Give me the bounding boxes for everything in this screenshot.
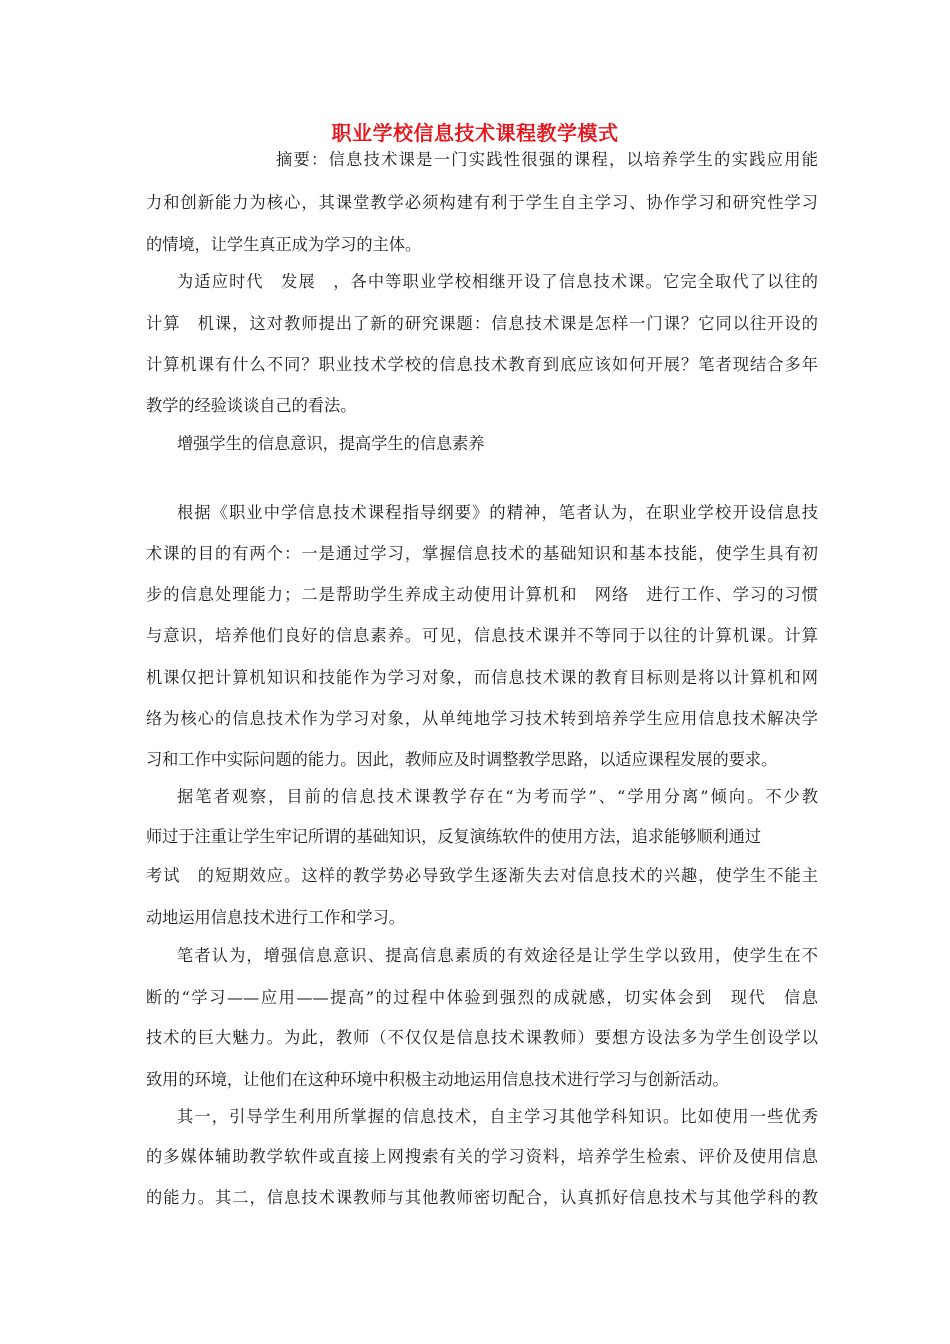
abstract-line: 力和创新能力为核心，其课堂教学必须构建有利于学生自主学习、协作学习和研究性学习	[146, 193, 818, 212]
paragraph-line: 术课的目的有两个：一是通过学习，掌握信息技术的基础知识和基本技能，使学生具有初	[146, 544, 818, 563]
paragraph-line: 步的信息处理能力；二是帮助学生养成主动使用计算机和 网络 进行工作、学习的习惯	[146, 585, 818, 604]
paragraph-line: 考试 的短期效应。这样的教学势必导致学生逐渐失去对信息技术的兴趣，使学生不能主	[146, 866, 818, 885]
paragraph-line: 的多媒体辅助教学软件或直接上网搜索有关的学习资料，培养学生检索、评价及使用信息	[146, 1147, 818, 1166]
paragraph-line: 据笔者观察，目前的信息技术课教学存在“为考而学”、“学用分离”倾向。不少教	[177, 787, 818, 806]
paragraph-line: 的能力。其二，信息技术课教师与其他教师密切配合，认真抓好信息技术与其他学科的教	[146, 1188, 818, 1207]
paragraph-line: 技术的巨大魅力。为此，教师（不仅仅是信息技术课教师）要想方设法多为学生创设学以	[146, 1028, 818, 1047]
paragraph-line: 为适应时代 发展 ，各中等职业学校相继开设了信息技术课。它完全取代了以往的	[177, 272, 818, 291]
paragraph-line: 计算 机课，这对教师提出了新的研究课题：信息技术课是怎样一门课？它同以往开设的	[146, 314, 818, 333]
paragraph-line: 致用的环境，让他们在这种环境中积极主动地运用信息技术进行学习与创新活动。	[146, 1070, 729, 1089]
abstract-line: 的情境，让学生真正成为学习的主体。	[146, 235, 422, 254]
paragraph-line: 根据《职业中学信息技术课程指导纲要》的精神，笔者认为，在职业学校开设信息技	[177, 503, 818, 522]
paragraph-line: 其一，引导学生利用所掌握的信息技术，自主学习其他学科知识。比如使用一些优秀	[177, 1107, 818, 1126]
paragraph-line: 计算机课有什么不同？职业技术学校的信息技术教育到底应该如何开展？笔者现结合多年	[146, 355, 818, 374]
document-title: 职业学校信息技术课程教学模式	[331, 121, 619, 145]
section-heading: 增强学生的信息意识，提高学生的信息素养	[177, 434, 485, 453]
paragraph-line: 教学的经验谈谈自己的看法。	[146, 396, 357, 415]
paragraph-line: 笔者认为，增强信息意识、提高信息素质的有效途径是让学生学以致用，使学生在不	[177, 946, 818, 965]
paragraph-line: 与意识，培养他们良好的信息素养。可见，信息技术课并不等同于以往的计算机课。计算	[146, 626, 818, 645]
paragraph-line: 机课仅把计算机知识和技能作为学习对象，而信息技术课的教育目标则是将以计算机和网	[146, 668, 818, 687]
paragraph-line: 动地运用信息技术进行工作和学习。	[146, 908, 405, 927]
paragraph-line: 断的“学习——应用——提高”的过程中体验到强烈的成就感，切实体会到 现代 信息	[146, 988, 818, 1007]
paragraph-line: 习和工作中实际问题的能力。因此，教师应及时调整教学思路，以适应课程发展的要求。	[146, 750, 778, 769]
abstract-line: 摘要：信息技术课是一门实践性很强的课程，以培养学生的实践应用能	[276, 150, 818, 169]
paragraph-line: 师过于注重让学生牢记所谓的基础知识，反复演练软件的使用方法，追求能够顺利通过	[146, 827, 762, 846]
paragraph-line: 络为核心的信息技术作为学习对象，从单纯地学习技术转到培养学生应用信息技术解决学	[146, 709, 818, 728]
